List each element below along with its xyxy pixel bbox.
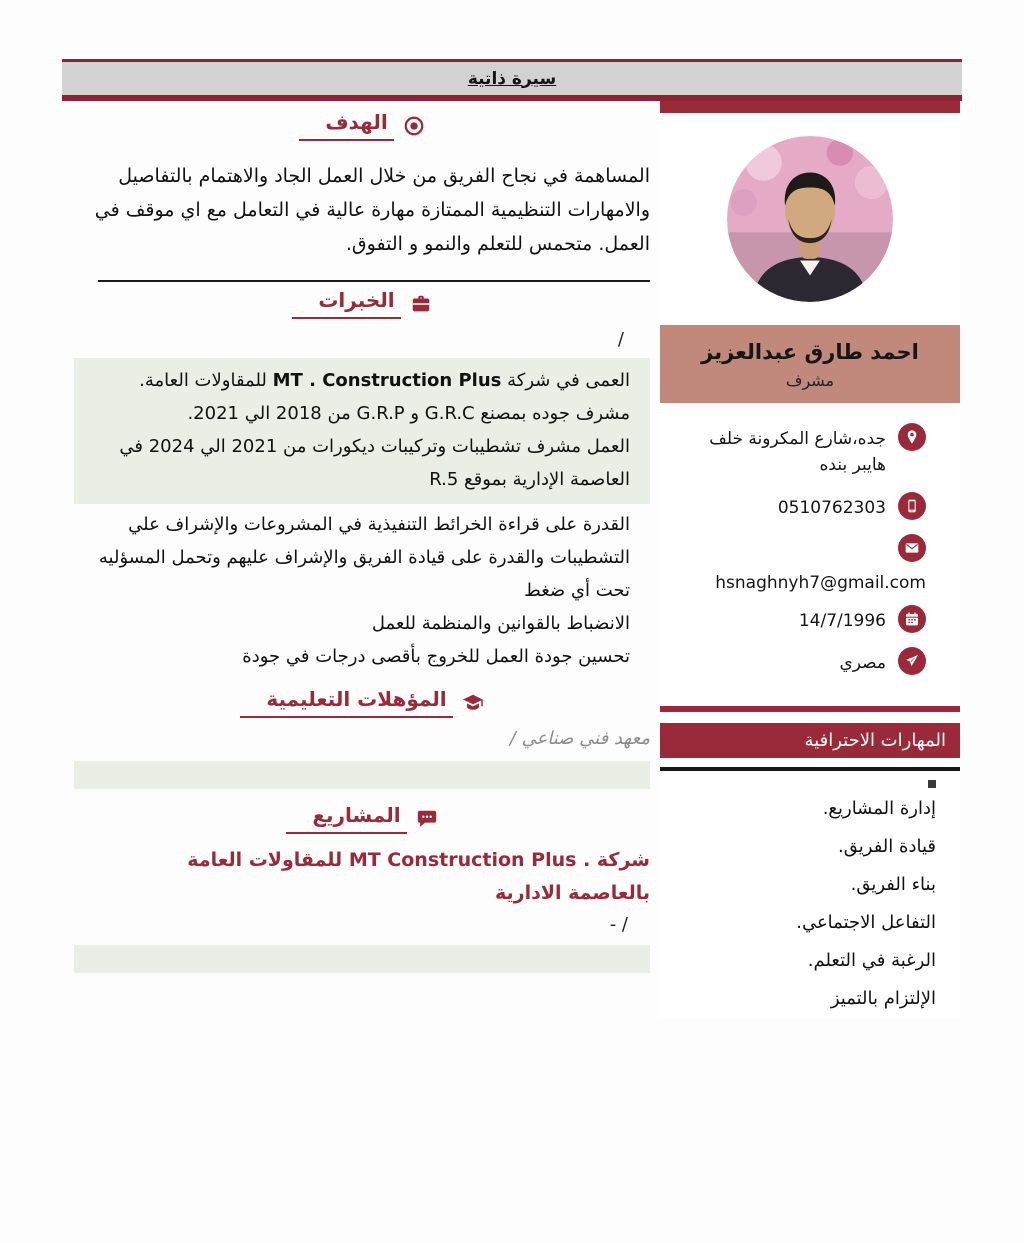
cv-header	[62, 59, 962, 101]
skills-rule	[660, 767, 960, 771]
experience-line: تحسين جودة العمل للخروج بأقصى درجات في جودة	[242, 646, 630, 668]
project-company-prefix: شركة .	[583, 849, 650, 872]
project-company-line	[74, 844, 650, 877]
experience-line: العاصمة الإدارية بموقع R.5	[429, 469, 630, 491]
chat-bubble-icon	[416, 808, 438, 830]
phone-number: 0510762303	[777, 497, 886, 518]
email-icon	[898, 534, 926, 562]
graduation-cap-icon	[462, 692, 484, 714]
contact-email-row	[670, 534, 926, 562]
briefcase-icon	[410, 293, 432, 315]
experience-slash: /	[617, 329, 624, 351]
experience-heading-text: الخبرات	[292, 288, 400, 319]
nationality-text: مصري	[839, 653, 886, 674]
contact-phone-row	[670, 492, 926, 521]
experience-line: مشرف جوده بمصنع G.R.C و G.R.P من 2018 الي 2021.	[187, 403, 630, 425]
experience-line1-prefix: العمى في شركة	[507, 370, 630, 392]
education-heading	[74, 687, 650, 718]
page-title: سيرة ذاتية	[467, 68, 557, 89]
experience-line: الانضباط بالقوانين والمنظمة للعمل	[371, 613, 630, 635]
calendar-icon	[898, 605, 926, 633]
email-address: hsnaghnyh7@gmail.com	[715, 573, 926, 594]
experience-line1-suffix: للمقاولات العامة.	[139, 370, 267, 392]
skills-heading: المهارات الاحترافية	[660, 723, 960, 758]
project-location-line: بالعاصمة الادارية	[494, 882, 650, 905]
contact-address-row	[670, 423, 926, 479]
nationality-icon	[898, 647, 926, 675]
contact-section	[660, 403, 960, 694]
skill-item: الرغبة في التعلم.	[807, 949, 936, 971]
experience-highlight-box	[74, 358, 650, 504]
profile-photo	[727, 136, 893, 302]
address-line-2: هايبر بنده	[819, 455, 886, 476]
experience-company-name: MT . Construction Plus	[272, 370, 502, 392]
project-company-latin: MT Construction Plus	[348, 849, 577, 872]
skills-list	[660, 790, 960, 1018]
experience-line: العمل مشرف تشطيبات وتركيبات ديكورات من 2021 الي 2024 في	[119, 436, 630, 458]
skill-item: الإلتزام بالتميز	[830, 987, 936, 1009]
projects-heading-text: المشاريع	[286, 803, 406, 834]
sidebar-accent-bar	[660, 101, 960, 113]
objective-heading-text: الهدف	[299, 110, 393, 141]
section-divider	[98, 280, 650, 282]
address-text	[709, 423, 886, 479]
phone-icon	[898, 492, 926, 520]
birth-date: 14/7/1996	[798, 611, 886, 632]
projects-highlight-bar	[74, 945, 650, 973]
location-icon	[898, 423, 926, 451]
experience-line: تحت أي ضغط	[524, 580, 630, 602]
experience-heading	[74, 288, 650, 319]
project-company-suffix: للمقاولات العامة	[187, 849, 343, 872]
person-name: احمد طارق عبدالعزيز	[701, 340, 919, 364]
education-heading-text: المؤهلات التعليمية	[240, 687, 452, 718]
experience-section	[74, 288, 650, 673]
experience-line: القدرة على قراءة الخرائط التنفيذية في المشروعات والإشراف علي	[128, 514, 630, 536]
education-section	[74, 687, 650, 789]
job-title: مشرف	[785, 371, 835, 390]
projects-heading	[74, 803, 650, 834]
projects-slash: - /	[609, 914, 628, 936]
target-icon	[403, 115, 425, 137]
experience-line: التشطيبات والقدرة على قيادة الفريق والإشراف عليهم وتحمل المسؤليه	[98, 547, 630, 569]
objective-text: المساهمة في نجاح الفريق من خلال العمل الجاد والاهتمام بالتفاصيل والامهارات التنظيمية الممتازة مهارة عالية في التعامل مع اي موقف في العمل. متحمس للتعلم والنمو و التفوق.	[94, 165, 650, 255]
contact-nationality-row	[670, 647, 926, 676]
main-content	[74, 106, 650, 973]
skill-item: قيادة الفريق.	[838, 835, 936, 857]
address-line-1: جده،شارع المكرونة خلف	[709, 429, 886, 449]
name-band	[660, 325, 960, 403]
skill-item: إدارة المشاريع.	[822, 797, 936, 819]
experience-line	[86, 364, 630, 397]
skills-bullet-marker	[928, 780, 936, 788]
experience-details	[74, 504, 650, 673]
skill-item: التفاعل الاجتماعي.	[796, 911, 936, 933]
objective-heading	[74, 110, 650, 141]
photo-frame	[660, 113, 960, 325]
projects-section	[74, 803, 650, 973]
contact-birthdate-row	[670, 605, 926, 634]
sidebar	[660, 101, 960, 1018]
objective-section	[74, 110, 650, 282]
sidebar-divider	[660, 706, 960, 712]
education-highlight-bar	[74, 761, 650, 789]
skill-item: بناء الفريق.	[850, 873, 936, 895]
education-text: معهد فني صناعي /	[509, 728, 650, 750]
